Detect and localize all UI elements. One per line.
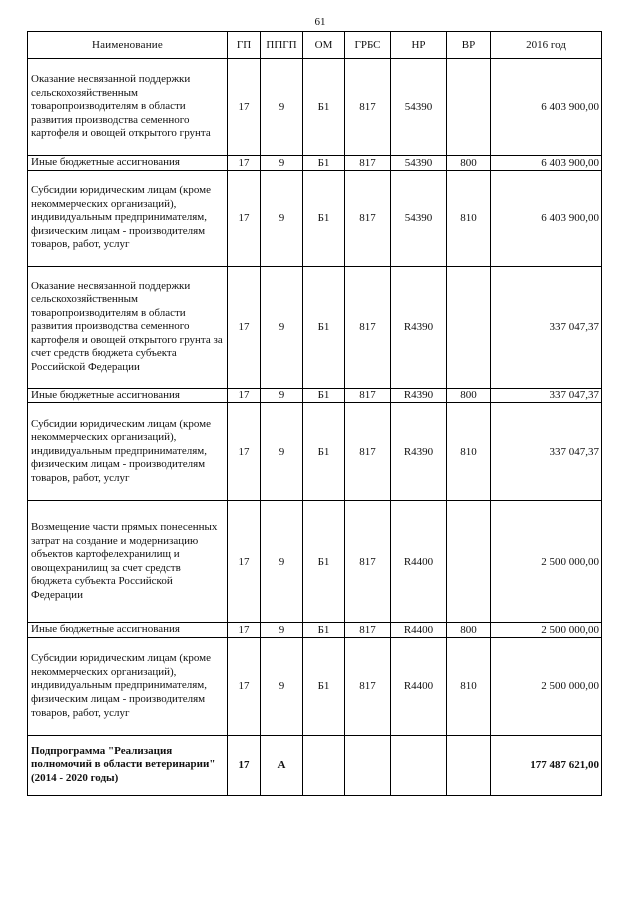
- table-row: [28, 170, 602, 266]
- cell-om: Б1: [303, 59, 345, 156]
- cell-vr: [447, 735, 491, 795]
- cell-om: Б1: [303, 388, 345, 403]
- cell-vr: 800: [447, 156, 491, 171]
- cell-gp: 17: [228, 59, 261, 156]
- cell-amount: 177 487 621,00: [491, 735, 602, 795]
- cell-amount: 337 047,37: [491, 388, 602, 403]
- table-row: [28, 735, 602, 795]
- cell-ppgp: 9: [261, 637, 303, 735]
- cell-vr: 810: [447, 637, 491, 735]
- cell-vr: 800: [447, 388, 491, 403]
- cell-grbs: [345, 735, 391, 795]
- cell-grbs: 817: [345, 170, 391, 266]
- cell-grbs: 817: [345, 623, 391, 638]
- cell-name: Субсидии юридическим лицам (кроме некоммерческих организаций), индивидуальным предпринимателям, физическим лицам - производителям товаров, работ, услуг: [28, 403, 228, 501]
- cell-name: Возмещение части прямых понесенных затрат на создание и модернизацию объектов картофелехранилищ и овощехранилищ за счет средств бюджета субъекта Российской Федерации: [28, 501, 228, 623]
- table-body: [28, 59, 602, 796]
- table-row: [28, 501, 602, 623]
- cell-amount: 6 403 900,00: [491, 156, 602, 171]
- header-ppgp: ППГП: [261, 32, 303, 59]
- cell-ppgp: 9: [261, 170, 303, 266]
- cell-gp: 17: [228, 156, 261, 171]
- cell-amount: 6 403 900,00: [491, 59, 602, 156]
- cell-grbs: 817: [345, 501, 391, 623]
- cell-name: Подпрограмма "Реализация полномочий в области ветеринарии" (2014 - 2020 годы): [28, 735, 228, 795]
- cell-ppgp: 9: [261, 59, 303, 156]
- cell-gp: 17: [228, 623, 261, 638]
- cell-grbs: 817: [345, 637, 391, 735]
- cell-grbs: 817: [345, 59, 391, 156]
- cell-name: Субсидии юридическим лицам (кроме некоммерческих организаций), индивидуальным предпринимателям, физическим лицам - производителям товаров, работ, услуг: [28, 170, 228, 266]
- cell-om: [303, 735, 345, 795]
- cell-vr: 810: [447, 403, 491, 501]
- table-row: [28, 59, 602, 156]
- cell-om: Б1: [303, 501, 345, 623]
- cell-om: Б1: [303, 156, 345, 171]
- cell-grbs: 817: [345, 266, 391, 388]
- cell-vr: 800: [447, 623, 491, 638]
- cell-np: 54390: [391, 59, 447, 156]
- cell-gp: 17: [228, 735, 261, 795]
- cell-np: R4390: [391, 388, 447, 403]
- cell-ppgp: 9: [261, 403, 303, 501]
- cell-grbs: 817: [345, 156, 391, 171]
- table-row: [28, 623, 602, 638]
- cell-np: 54390: [391, 156, 447, 171]
- cell-vr: [447, 501, 491, 623]
- cell-gp: 17: [228, 170, 261, 266]
- cell-np: R4400: [391, 623, 447, 638]
- cell-name: Субсидии юридическим лицам (кроме некоммерческих организаций), индивидуальным предпринимателям, физическим лицам - производителям товаров, работ, услуг: [28, 637, 228, 735]
- cell-om: Б1: [303, 623, 345, 638]
- page-number: 61: [314, 16, 326, 28]
- cell-name: Оказание несвязанной поддержки сельскохозяйственным товаропроизводителям в области развития производства семенного картофеля и овощей открытого грунта: [28, 59, 228, 156]
- cell-grbs: 817: [345, 388, 391, 403]
- cell-np: [391, 735, 447, 795]
- cell-amount: 2 500 000,00: [491, 501, 602, 623]
- cell-amount: 337 047,37: [491, 266, 602, 388]
- header-om: ОМ: [303, 32, 345, 59]
- cell-amount: 2 500 000,00: [491, 637, 602, 735]
- cell-om: Б1: [303, 637, 345, 735]
- cell-np: R4390: [391, 266, 447, 388]
- cell-np: R4400: [391, 501, 447, 623]
- cell-gp: 17: [228, 637, 261, 735]
- cell-vr: 810: [447, 170, 491, 266]
- cell-vr: [447, 266, 491, 388]
- cell-gp: 17: [228, 403, 261, 501]
- cell-ppgp: 9: [261, 623, 303, 638]
- table-header-row: [28, 32, 602, 59]
- cell-name: Оказание несвязанной поддержки сельскохозяйственным товаропроизводителям в области развития производства семенного картофеля и овощей открытого грунта за счет средств бюджета субъекта Российской Федерации: [28, 266, 228, 388]
- table-row: [28, 637, 602, 735]
- cell-np: 54390: [391, 170, 447, 266]
- cell-amount: 2 500 000,00: [491, 623, 602, 638]
- cell-grbs: 817: [345, 403, 391, 501]
- cell-np: R4390: [391, 403, 447, 501]
- cell-amount: 337 047,37: [491, 403, 602, 501]
- cell-ppgp: 9: [261, 156, 303, 171]
- header-name: Наименование: [28, 32, 228, 59]
- budget-table: [27, 31, 602, 796]
- table-row: [28, 388, 602, 403]
- cell-amount: 6 403 900,00: [491, 170, 602, 266]
- header-gp: ГП: [228, 32, 261, 59]
- cell-ppgp: А: [261, 735, 303, 795]
- cell-name: Иные бюджетные ассигнования: [28, 388, 228, 403]
- cell-gp: 17: [228, 388, 261, 403]
- cell-ppgp: 9: [261, 266, 303, 388]
- header-grbs: ГРБС: [345, 32, 391, 59]
- header-np: НР: [391, 32, 447, 59]
- cell-gp: 17: [228, 501, 261, 623]
- cell-om: Б1: [303, 266, 345, 388]
- header-vr: ВР: [447, 32, 491, 59]
- cell-name: Иные бюджетные ассигнования: [28, 156, 228, 171]
- cell-vr: [447, 59, 491, 156]
- cell-ppgp: 9: [261, 501, 303, 623]
- table-row: [28, 266, 602, 388]
- cell-name: Иные бюджетные ассигнования: [28, 623, 228, 638]
- cell-om: Б1: [303, 403, 345, 501]
- table-row: [28, 403, 602, 501]
- header-year: 2016 год: [491, 32, 602, 59]
- cell-gp: 17: [228, 266, 261, 388]
- cell-om: Б1: [303, 170, 345, 266]
- cell-np: R4400: [391, 637, 447, 735]
- table-row: [28, 156, 602, 171]
- cell-ppgp: 9: [261, 388, 303, 403]
